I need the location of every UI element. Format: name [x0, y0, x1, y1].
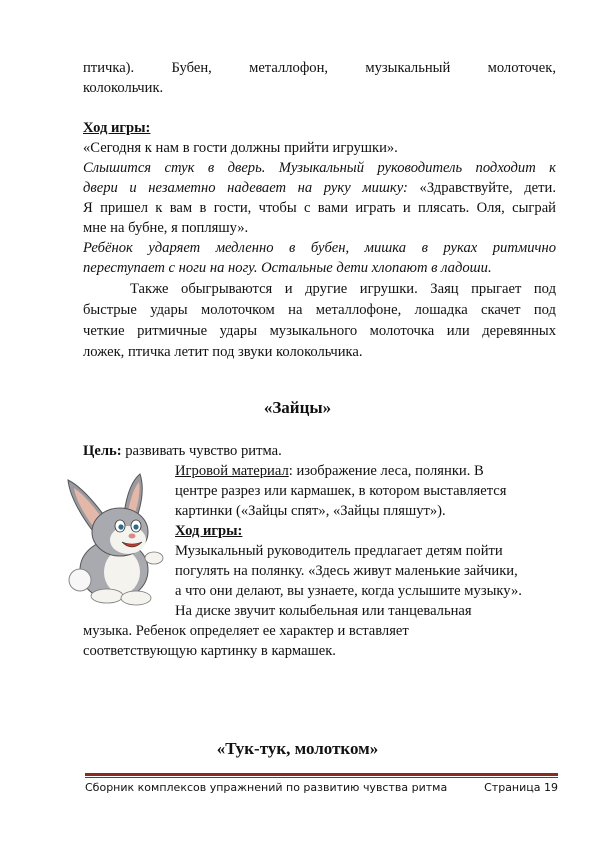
game1-p2-line4: мне на бубне, я попляшу». [83, 220, 249, 236]
game1-p2-line2 [83, 178, 556, 198]
game2-material-line1 [175, 461, 556, 481]
bunny-illustration [62, 470, 172, 610]
footer-rule-thin [85, 777, 558, 778]
game2-material-label: Игровой материал [175, 463, 289, 479]
game2-line4: На диске звучит колыбельная или танцевальная [175, 603, 472, 619]
game1-heading: Ход игры: [83, 120, 151, 136]
game1-p1: «Сегодня к нам в гости должны прийти игрушки». [83, 140, 398, 156]
page-footer [85, 781, 558, 794]
game3-title: «Тук-тук, молотком» [216, 739, 379, 758]
game1-p3-line1: Ребёнок ударяет медленно в бубен, мишка в руках ритмично [83, 240, 556, 256]
intro-word: молоточек, [487, 60, 556, 76]
game2-line6: соответствующую картинку в кармашек. [83, 643, 336, 659]
game1-p3-line2: переступает с ноги на ногу. Остальные дети хлопают в ладоши. [83, 260, 492, 276]
footer-book-title: Сборник комплексов упражнений по развитию чувства ритма [85, 781, 448, 794]
intro-word: музыкальный [365, 60, 451, 76]
game1-p2-normal: «Здравствуйте, дети. [407, 180, 556, 196]
intro-line-1 [83, 58, 556, 78]
intro-line-2: колокольчик. [83, 80, 164, 96]
game2-line5: музыка. Ребенок определяет ее характер и вставляет [83, 623, 409, 639]
game1-p4-line2: быстрые удары молоточком на металлофоне, лошадка скачет под [83, 302, 556, 318]
intro-word: птичка). [83, 60, 135, 76]
footer-rule-thick [85, 773, 558, 776]
game2-line1: Музыкальный руководитель предлагает детям пойти [175, 543, 503, 559]
game1-p4-line3: четкие ритмичные удары музыкального молоточка или деревянных [83, 323, 556, 339]
footer-page-number: Страница 19 [484, 781, 558, 794]
game2-goal-text: развивать чувство ритма. [121, 443, 282, 459]
game2-goal-label: Цель: [83, 443, 122, 459]
game1-p2-italic: двери и незаметно надевает на руку мишку: [83, 180, 408, 196]
game1-p4-line1: Также обыгрываются и другие игрушки. Заяц прыгает под [130, 281, 556, 297]
game2-line3: а что они делают, вы узнаете, когда услышите музыку». [175, 583, 522, 599]
game2-goal [83, 441, 556, 461]
game1-p4-line4: ложек, птичка летит под звуки колокольчика. [83, 344, 363, 360]
game1-p2-line1: Слышится стук в дверь. Музыкальный руководитель подходит к [83, 160, 556, 176]
game2-material-line2: центре разрез или кармашек, в котором выставляется [175, 483, 507, 499]
game2-line2: погулять на полянку. «Здесь живут маленькие зайчики, [175, 563, 518, 579]
game2-material-line3: картинки («Зайцы спят», «Зайцы пляшут»). [175, 503, 446, 519]
game2-title: «Зайцы» [263, 398, 332, 417]
intro-word: Бубен, [171, 60, 212, 76]
game2-heading: Ход игры: [175, 523, 243, 539]
intro-word: металлофон, [249, 60, 329, 76]
game1-p2-line3: Я пришел к вам в гости, чтобы с вами играть и плясать. Оля, сыграй [83, 200, 556, 216]
game2-material-text: : изображение леса, полянки. В [288, 463, 484, 479]
